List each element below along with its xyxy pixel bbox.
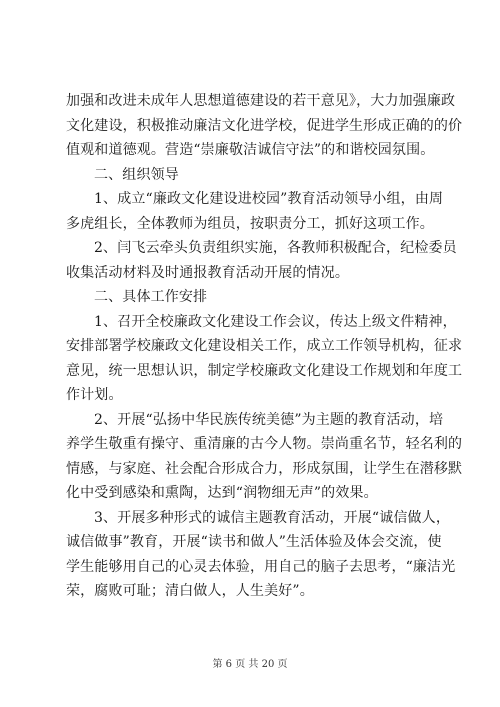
body-line: 1、召开全校廉政文化建设工作会议，传达上级文件精神， <box>94 313 457 330</box>
body-line: 养学生敬重有操守、重清廉的古今人物。崇尚重名节，轻名利的 <box>66 436 463 452</box>
body-line: 1、成立“廉政文化建设进校园”教育活动领导小组，由周 <box>94 191 444 207</box>
body-line: 多虎组长，全体教师为组员，按职责分工，抓好这项工作。 <box>66 215 434 232</box>
body-line: 安排部署学校廉政文化建设相关工作，成立工作领导机构，征求 <box>66 338 463 354</box>
body-line: 意见，统一思想认识，制定学校廉政文化建设工作规划和年度工 <box>66 362 463 379</box>
body-line: 荣，腐败可耻；清白做人，人生美好”。 <box>66 583 314 599</box>
body-line: 值观和道德观。营造“崇廉敬洁诚信守法”的和谐校园氛围。 <box>66 142 435 158</box>
body-line: 文化建设，积极推动廉洁文化进学校，促进学生形成正确的的价 <box>66 117 463 134</box>
body-line: 情感，与家庭、社会配合形成合力，形成氛围，让学生在潜移默 <box>66 460 463 477</box>
body-line: 学生能够用自己的心灵去体验，用自己的脑子去思考，“廉洁光 <box>66 558 456 575</box>
section-heading: 二、具体工作安排 <box>94 289 208 305</box>
body-line: 2、开展“弘扬中华民族传统美德”为主题的教育活动，培 <box>94 411 444 428</box>
section-heading: 二、组织领导 <box>94 166 179 183</box>
body-line: 作计划。 <box>66 387 123 403</box>
body-line: 加强和改进未成年人思想道德建设的若干意见》，大力加强廉政 <box>66 93 456 109</box>
body-line: 化中受到感染和熏陶，达到“润物细无声”的效果。 <box>66 485 378 501</box>
body-line: 收集活动材料及时通报教育活动开展的情况。 <box>66 264 349 281</box>
page-footer: 第 6 页 共 20 页 <box>212 659 288 670</box>
body-line: 诚信做事”教育，开展“读书和做人”生活体验及体会交流，使 <box>66 534 442 550</box>
body-line: 3、开展多种形式的诚信主题教育活动，开展“诚信做人， <box>94 509 450 526</box>
body-line: 2、闫飞云牵头负责组织实施，各教师积极配合，纪检委员 <box>94 240 457 256</box>
